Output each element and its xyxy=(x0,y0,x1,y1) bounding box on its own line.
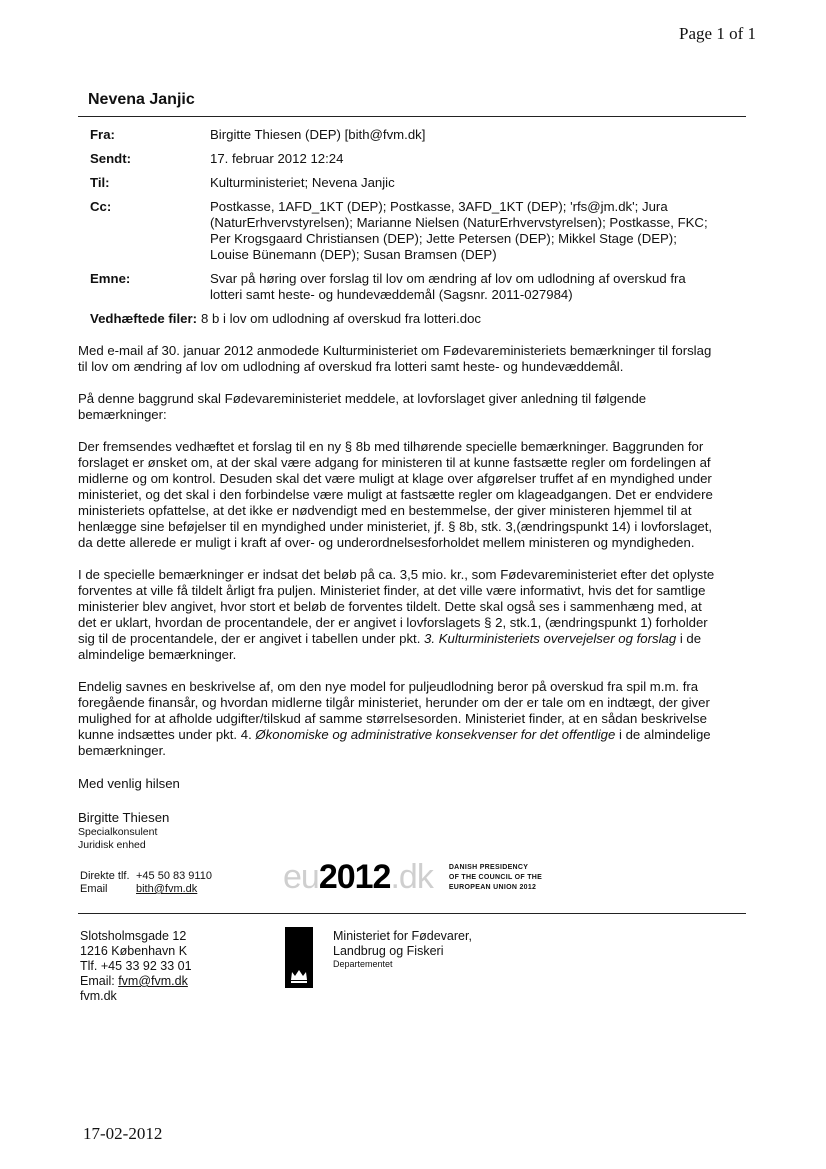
text-line: ministeriet, og det skal i den forbindelse være muligt at fastsætte regler om klageadgangen. Det er endvidere xyxy=(78,487,713,502)
eu-logo-year: 2012 xyxy=(318,858,391,896)
text-fragment: kunne indsættes under pkt. 4. xyxy=(78,727,256,742)
phone-row xyxy=(80,870,212,883)
text-fragment: i de xyxy=(676,631,702,646)
ministry-line: Ministeriet for Fødevarer, xyxy=(333,929,472,943)
text-line: Der fremsendes vedhæftet et forslag til en ny § 8b med tilhørende specielle bemærkninger. Baggrunden for xyxy=(78,439,704,454)
text-fragment: i de almindelige xyxy=(615,727,711,742)
section-reference: Økonomiske og administrative konsekvenser for det offentlige xyxy=(255,727,616,742)
subject-value xyxy=(210,271,750,303)
text-line: I de specielle bemærkninger er indsat det beløb på ca. 3,5 mio. kr., som Fødevareministeriet efter det oplyste xyxy=(78,567,715,582)
cc-line: Per Krogsgaard Christiansen (DEP); Jette Petersen (DEP); Mikkel Stage (DEP); xyxy=(210,231,677,246)
address-website: fvm.dk xyxy=(80,989,117,1003)
sent-row xyxy=(90,151,750,167)
cc-value xyxy=(210,199,750,263)
text-line: det er uklart, hvordan de procentandele, der er angivet i lovforslagets § 2, stk.1, (ændringspunkt 1) forholder xyxy=(78,615,708,630)
text-line: forslaget er ønsket om, at der skal være adgang for ministeren til at kunne fastsætte regler om fordelingen af xyxy=(78,455,711,470)
email-link[interactable]: bith@fvm.dk xyxy=(136,883,198,895)
text-line: henlægge sine beføjelser til en myndighed under ministeriet, jf. § 8b, stk. 3,(ændringspunkt 14) i lovforslaget, xyxy=(78,519,713,534)
subject-row xyxy=(90,271,750,303)
eu-logo-suffix: .dk xyxy=(390,858,433,896)
text-line: da dette allerede er muligt i kraft af over- og underordnelsesforholdet mellem ministeren og myndigheden. xyxy=(78,535,695,550)
print-date: 17-02-2012 xyxy=(83,1124,163,1143)
address-email-label: Email: xyxy=(80,974,119,988)
ministry-name xyxy=(333,929,472,970)
address-email-row xyxy=(80,974,192,989)
page-number: Page 1 of 1 xyxy=(679,24,756,43)
signature-block xyxy=(78,776,180,852)
address-line: Tlf. +45 33 92 33 01 xyxy=(80,959,192,973)
text-line: midlerne og om kontrol. Desuden skal det være muligt at klage over afgørelser truffet af en myndighed under xyxy=(78,471,712,486)
paragraph-5 xyxy=(78,679,758,759)
text-line: forventes at ville få tildelt årligt fra puljen. Ministeriet finder, at det ville være informativt, hvis det for samtlige xyxy=(78,583,706,598)
paragraph-4 xyxy=(78,567,758,663)
text-line: ministeriets opfattelse, at det ikke er nødvendigt med en bestemmelse, der giver ministeren hjemmel til at xyxy=(78,503,692,518)
cc-line: (NaturErhvervstyrelsen); Marianne Nielsen (NaturErhvervstyrelsen); Postkasse, FKC; xyxy=(210,215,708,230)
email-body xyxy=(78,343,758,775)
email-row xyxy=(80,883,212,896)
signer-contact xyxy=(80,870,212,896)
subject-line: Svar på høring over forslag til lov om ændring af lov om udlodning af overskud fra xyxy=(210,271,686,286)
text-line: bemærkninger. xyxy=(78,743,166,758)
sent-value: 17. februar 2012 12:24 xyxy=(210,151,344,166)
tagline-line: EUROPEAN UNION 2012 xyxy=(448,883,537,891)
eu-presidency-logo xyxy=(283,858,542,897)
phone-value: +45 50 83 9110 xyxy=(136,870,212,882)
from-label: Fra: xyxy=(90,127,115,142)
attachments-label: Vedhæftede filer: xyxy=(90,311,197,326)
ministry-address xyxy=(80,929,192,1004)
text-line: til lov om ændring af lov om udlodning af overskud fra lotteri samt heste- og hundevæddemål. xyxy=(78,359,624,374)
to-value: Kulturministeriet; Nevena Janjic xyxy=(210,175,395,190)
sender-name: Nevena Janjic xyxy=(88,91,195,108)
subject-line: lotteri samt heste- og hundevæddemål (Sagsnr. 2011-027984) xyxy=(210,287,573,302)
subject-label: Emne: xyxy=(90,271,131,286)
text-line: foregående finansår, og hvordan midlerne tilgår ministeriet, herunder om der er tale om en indtægt, der giver xyxy=(78,695,710,710)
header-divider xyxy=(78,116,746,117)
eu-logo-prefix: eu xyxy=(283,858,319,896)
text-line: bemærkninger: xyxy=(78,407,167,422)
text-line: ministerier blev angivet, hvor stort et beløb de forventes tildelt. Dette skal også ses i sammenhæng med, at xyxy=(78,599,702,614)
crown-icon xyxy=(289,966,309,984)
attachment-file[interactable]: 8 b i lov om udlodning af overskud fra lotteri.doc xyxy=(201,311,482,326)
email-header-fields xyxy=(90,127,750,335)
ministry-line: Landbrug og Fiskeri xyxy=(333,944,444,958)
from-row xyxy=(90,127,750,143)
tagline-line: OF THE COUNCIL OF THE xyxy=(448,873,543,881)
cc-label: Cc: xyxy=(90,199,112,214)
eu-logo-tagline xyxy=(449,863,542,893)
paragraph-3 xyxy=(78,439,758,551)
section-reference: 3. Kulturministeriets overvejelser og forslag xyxy=(424,631,677,646)
signer-title: Specialkonsulent xyxy=(78,826,158,838)
text-line: mulighed for at afholde udgifter/tilskud af samme størrelsesorden. Ministeriet finder, at en sådan beskrivelse xyxy=(78,711,707,726)
ministry-department: Departementet xyxy=(333,959,393,969)
to-row xyxy=(90,175,750,191)
paragraph-2 xyxy=(78,391,758,423)
address-email-link[interactable]: fvm@fvm.dk xyxy=(118,974,188,988)
cc-line: Louise Bünemann (DEP); Susan Bramsen (DEP) xyxy=(210,247,497,262)
paragraph-1 xyxy=(78,343,758,375)
email-label: Email xyxy=(80,883,108,895)
text-fragment: sig til de procentandele, der er angivet i tabellen under pkt. xyxy=(78,631,425,646)
tagline-line: DANISH PRESIDENCY xyxy=(448,863,529,871)
text-line: Med e-mail af 30. januar 2012 anmodede Kulturministeriet om Fødevareministeriets bemærkninger til forslag xyxy=(78,343,712,358)
signer-name: Birgitte Thiesen xyxy=(78,810,170,825)
sent-label: Sendt: xyxy=(90,151,132,166)
attachments-row xyxy=(90,311,750,327)
cc-row xyxy=(90,199,750,263)
text-line: almindelige bemærkninger. xyxy=(78,647,237,662)
signer-unit: Juridisk enhed xyxy=(78,839,146,851)
footer-divider xyxy=(78,913,746,914)
eu-logo-word xyxy=(283,858,433,897)
phone-label: Direkte tlf. xyxy=(80,870,130,882)
address-line: Slotsholmsgade 12 xyxy=(80,929,187,943)
text-line: Endelig savnes en beskrivelse af, om den nye model for puljeudlodning beror på overskud fra spil m.m. fra xyxy=(78,679,699,694)
address-line: 1216 København K xyxy=(80,944,188,958)
to-label: Til: xyxy=(90,175,110,190)
closing: Med venlig hilsen xyxy=(78,776,180,791)
from-value: Birgitte Thiesen (DEP) [bith@fvm.dk] xyxy=(210,127,426,142)
text-line: På denne baggrund skal Fødevareministeriet meddele, at lovforslaget giver anledning til følgende xyxy=(78,391,647,406)
crown-crest-icon xyxy=(285,927,313,988)
cc-line: Postkasse, 1AFD_1KT (DEP); Postkasse, 3AFD_1KT (DEP); 'rfs@jm.dk'; Jura xyxy=(210,199,668,214)
